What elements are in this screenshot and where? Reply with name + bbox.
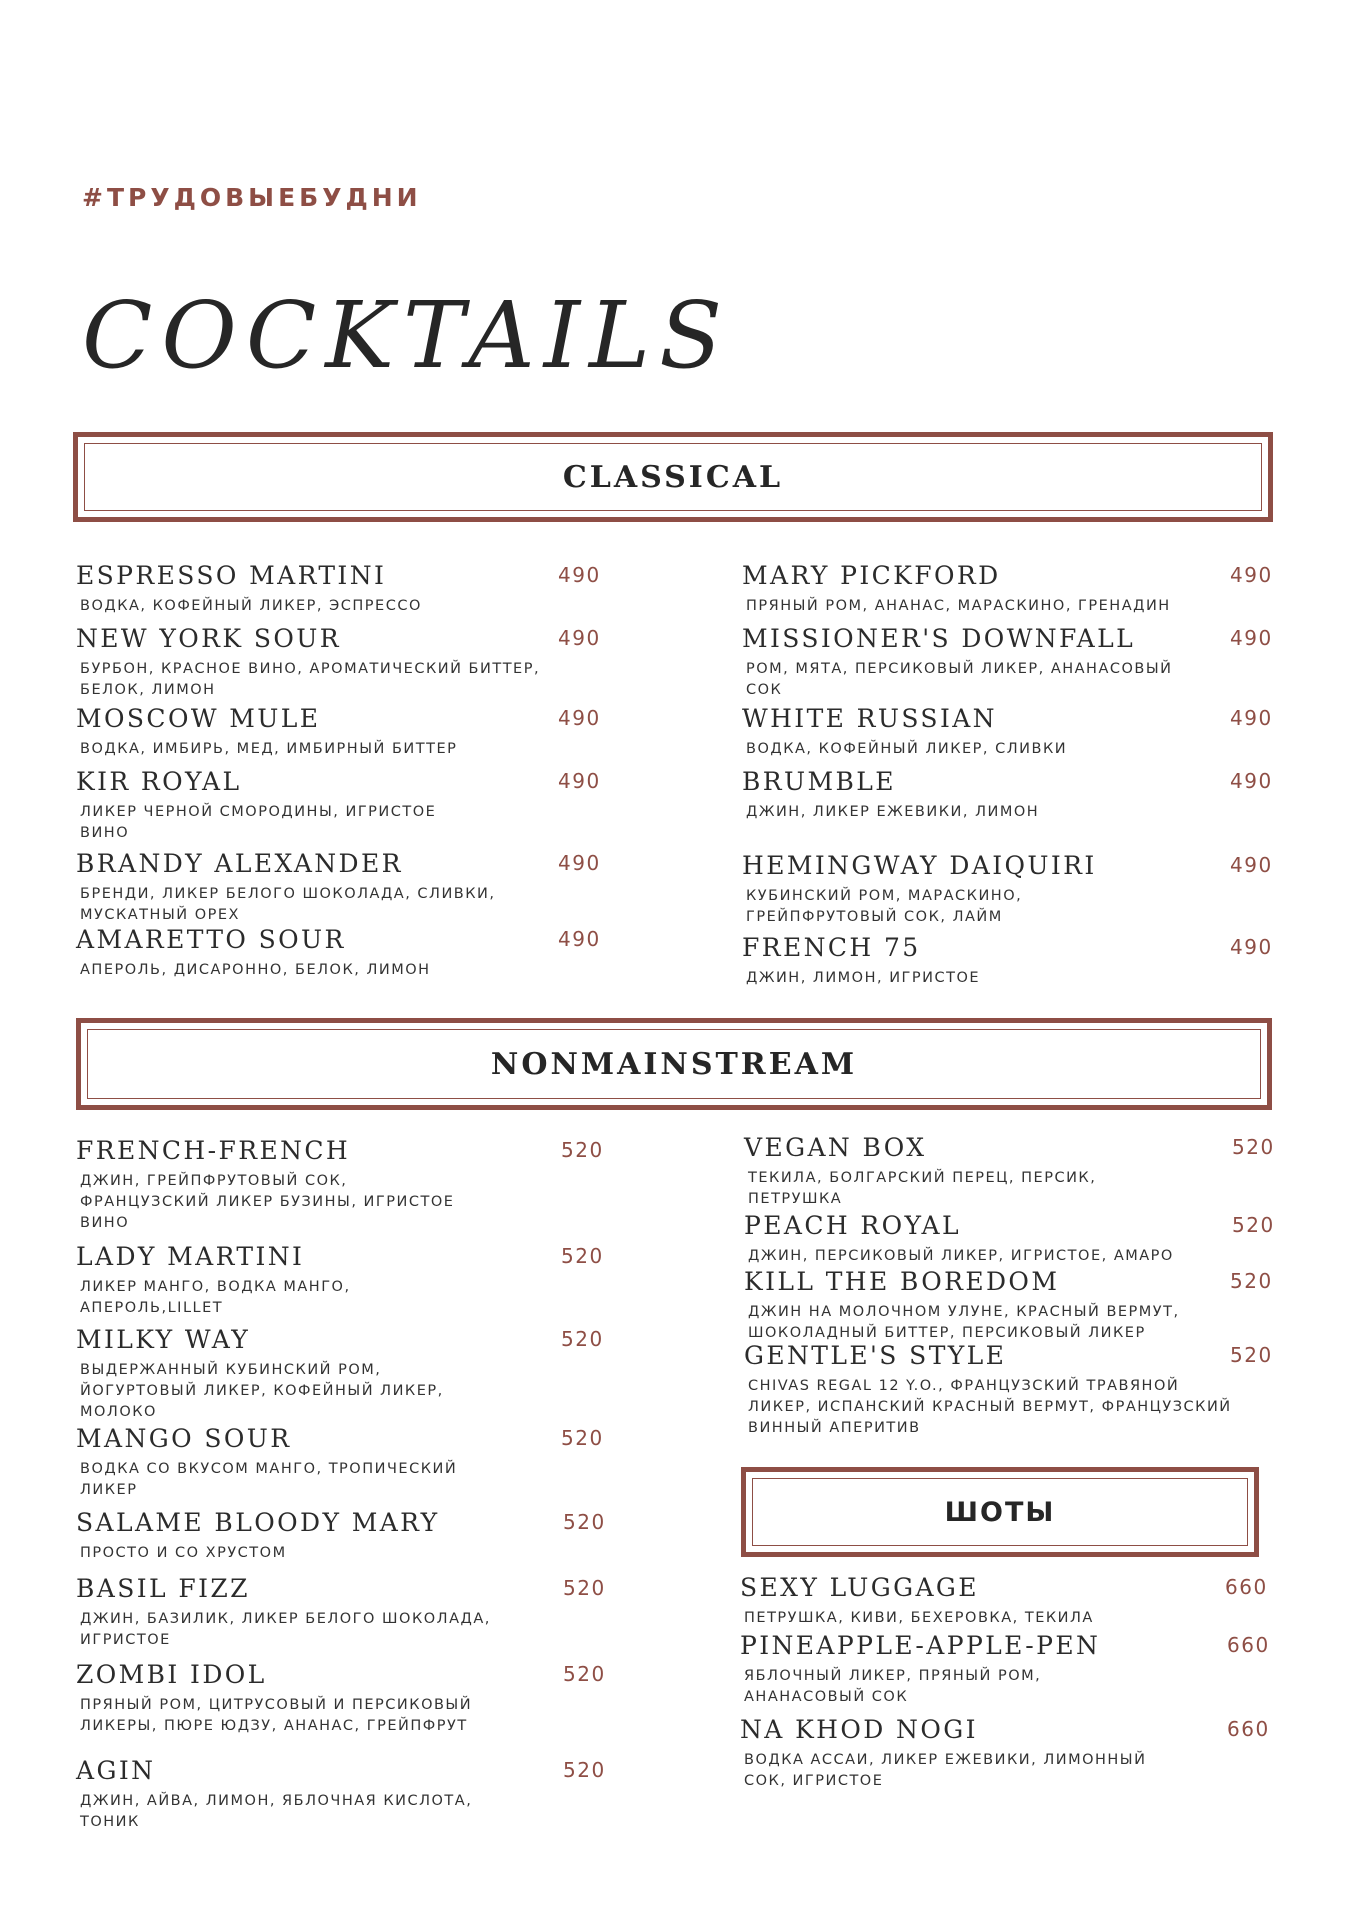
- item-price: 520: [1232, 1135, 1275, 1159]
- item-description: ДЖИН, ЛИМОН, ИГРИСТОЕ: [746, 970, 981, 986]
- item-description: ВЫДЕРЖАННЫЙ КУБИНСКИЙ РОМ, ЙОГУРТОВЫЙ ЛИКЕР, КОФЕЙНЫЙ ЛИКЕР, МОЛОКО: [80, 1362, 444, 1420]
- item-price: 490: [1230, 853, 1273, 877]
- item-description: ЛИКЕР ЧЕРНОЙ СМОРОДИНЫ, ИГРИСТОЕ ВИНО: [80, 804, 437, 841]
- item-price: 490: [1230, 935, 1273, 959]
- item-description: ЯБЛОЧНЫЙ ЛИКЕР, ПРЯНЫЙ РОМ, АНАНАСОВЫЙ СОК: [744, 1668, 1042, 1705]
- item-price: 490: [558, 706, 601, 730]
- shots-title: ШОТЫ: [944, 1496, 1056, 1528]
- item-price: 490: [558, 769, 601, 793]
- item-name: KILL THE BOREDOM: [744, 1267, 1060, 1296]
- hashtag: #ТРУДОВЫЕБУДНИ: [82, 183, 422, 212]
- item-price: 520: [1230, 1343, 1273, 1367]
- item-price: 490: [1230, 706, 1273, 730]
- item-description: CHIVAS REGAL 12 Y.O., ФРАНЦУЗСКИЙ ТРАВЯНОЙ ЛИКЕР, ИСПАНСКИЙ КРАСНЫЙ ВЕРМУТ, ФРАНЦУЗСКИЙ ВИННЫЙ АПЕРИТИВ: [748, 1378, 1232, 1436]
- item-description: ДЖИН, АЙВА, ЛИМОН, ЯБЛОЧНАЯ КИСЛОТА, ТОНИК: [80, 1793, 473, 1830]
- item-price: 520: [563, 1758, 606, 1782]
- item-price: 520: [563, 1576, 606, 1600]
- item-price: 520: [561, 1327, 604, 1351]
- item-price: 490: [558, 851, 601, 875]
- item-name: LADY MARTINI: [76, 1242, 305, 1271]
- item-description: ВОДКА, КОФЕЙНЫЙ ЛИКЕР, ЭСПРЕССО: [80, 598, 422, 614]
- item-price: 520: [561, 1426, 604, 1450]
- classical-header: [73, 432, 1273, 522]
- item-description: ПЕТРУШКА, КИВИ, БЕХЕРОВКА, ТЕКИЛА: [744, 1610, 1094, 1626]
- item-name: PEACH ROYAL: [744, 1211, 961, 1240]
- item-description: ЛИКЕР МАНГО, ВОДКА МАНГО, АПЕРОЛЬ,LILLET: [80, 1279, 351, 1316]
- item-description: КУБИНСКИЙ РОМ, МАРАСКИНО, ГРЕЙПФРУТОВЫЙ СОК, ЛАЙМ: [746, 888, 1023, 925]
- item-name: WHITE RUSSIAN: [742, 704, 997, 733]
- item-name: PINEAPPLE-APPLE-PEN: [740, 1631, 1101, 1660]
- item-description: ПРОСТО И СО ХРУСТОМ: [80, 1545, 287, 1561]
- item-price: 520: [561, 1138, 604, 1162]
- nonmainstream-header: [76, 1018, 1272, 1110]
- item-price: 660: [1227, 1633, 1270, 1657]
- item-description: БУРБОН, КРАСНОЕ ВИНО, АРОМАТИЧЕСКИЙ БИТТЕР, БЕЛОК, ЛИМОН: [80, 661, 541, 698]
- item-price: 660: [1227, 1717, 1270, 1741]
- item-name: MILKY WAY: [76, 1325, 251, 1354]
- item-description: РОМ, МЯТА, ПЕРСИКОВЫЙ ЛИКЕР, АНАНАСОВЫЙ СОК: [746, 661, 1173, 698]
- item-name: GENTLE'S STYLE: [744, 1341, 1007, 1370]
- item-description: ВОДКА, ИМБИРЬ, МЕД, ИМБИРНЫЙ БИТТЕР: [80, 741, 458, 757]
- item-price: 520: [561, 1244, 604, 1268]
- item-price: 520: [563, 1662, 606, 1686]
- item-description: ДЖИН, ГРЕЙПФРУТОВЫЙ СОК, ФРАНЦУЗСКИЙ ЛИКЕР БУЗИНЫ, ИГРИСТОЕ ВИНО: [80, 1173, 455, 1231]
- item-price: 660: [1225, 1575, 1268, 1599]
- item-price: 490: [1230, 626, 1273, 650]
- item-name: VEGAN BOX: [744, 1133, 927, 1162]
- item-price: 490: [558, 626, 601, 650]
- item-description: ДЖИН НА МОЛОЧНОМ УЛУНЕ, КРАСНЫЙ ВЕРМУТ, ШОКОЛАДНЫЙ БИТТЕР, ПЕРСИКОВЫЙ ЛИКЕР: [748, 1304, 1180, 1341]
- item-name: SEXY LUGGAGE: [740, 1573, 979, 1602]
- item-description: ПРЯНЫЙ РОМ, ЦИТРУСОВЫЙ И ПЕРСИКОВЫЙ ЛИКЕРЫ, ПЮРЕ ЮДЗУ, АНАНАС, ГРЕЙПФРУТ: [80, 1697, 473, 1734]
- item-description: ВОДКА СО ВКУСОМ МАНГО, ТРОПИЧЕСКИЙ ЛИКЕР: [80, 1461, 458, 1498]
- classical-title: CLASSICAL: [562, 459, 784, 495]
- item-description: ВОДКА, КОФЕЙНЫЙ ЛИКЕР, СЛИВКИ: [746, 741, 1068, 757]
- item-description: БРЕНДИ, ЛИКЕР БЕЛОГО ШОКОЛАДА, СЛИВКИ, МУСКАТНЫЙ ОРЕХ: [80, 886, 496, 923]
- item-description: ДЖИН, БАЗИЛИК, ЛИКЕР БЕЛОГО ШОКОЛАДА, ИГРИСТОЕ: [80, 1611, 491, 1648]
- item-name: BRANDY ALEXANDER: [76, 849, 403, 878]
- item-description: ПРЯНЫЙ РОМ, АНАНАС, МАРАСКИНО, ГРЕНАДИН: [746, 598, 1171, 614]
- item-description: ТЕКИЛА, БОЛГАРСКИЙ ПЕРЕЦ, ПЕРСИК, ПЕТРУШКА: [748, 1170, 1097, 1207]
- item-name: FRENCH-FRENCH: [76, 1136, 351, 1165]
- item-price: 520: [563, 1510, 606, 1534]
- item-name: MISSIONER'S DOWNFALL: [742, 624, 1136, 653]
- item-name: BRUMBLE: [742, 767, 896, 796]
- item-price: 490: [558, 927, 601, 951]
- item-name: BASIL FIZZ: [76, 1574, 250, 1603]
- item-price: 520: [1232, 1213, 1275, 1237]
- item-name: AMARETTO SOUR: [76, 925, 346, 954]
- item-price: 520: [1230, 1269, 1273, 1293]
- item-name: MOSCOW MULE: [76, 704, 321, 733]
- item-price: 490: [558, 563, 601, 587]
- item-description: АПЕРОЛЬ, ДИСАРОННО, БЕЛОК, ЛИМОН: [80, 962, 431, 978]
- item-name: NEW YORK SOUR: [76, 624, 341, 653]
- item-price: 490: [1230, 769, 1273, 793]
- item-name: ZOMBI IDOL: [76, 1660, 267, 1689]
- page-title: COCKTAILS: [82, 282, 732, 389]
- item-description: ВОДКА АССАИ, ЛИКЕР ЕЖЕВИКИ, ЛИМОННЫЙ СОК, ИГРИСТОЕ: [744, 1752, 1147, 1789]
- item-name: NA KHOD NOGI: [740, 1715, 978, 1744]
- item-name: KIR ROYAL: [76, 767, 242, 796]
- item-name: ESPRESSO MARTINI: [76, 561, 387, 590]
- item-name: HEMINGWAY DAIQUIRI: [742, 851, 1097, 880]
- item-name: MARY PICKFORD: [742, 561, 1001, 590]
- item-name: SALAME BLOODY MARY: [76, 1508, 440, 1537]
- item-name: MANGO SOUR: [76, 1424, 292, 1453]
- item-description: ДЖИН, ПЕРСИКОВЫЙ ЛИКЕР, ИГРИСТОЕ, АМАРО: [748, 1248, 1174, 1264]
- item-description: ДЖИН, ЛИКЕР ЕЖЕВИКИ, ЛИМОН: [746, 804, 1040, 820]
- item-price: 490: [1230, 563, 1273, 587]
- item-name: FRENCH 75: [742, 933, 921, 962]
- nonmainstream-title: NONMAINSTREAM: [490, 1046, 858, 1082]
- item-name: AGIN: [76, 1756, 156, 1785]
- shots-header: [741, 1467, 1259, 1557]
